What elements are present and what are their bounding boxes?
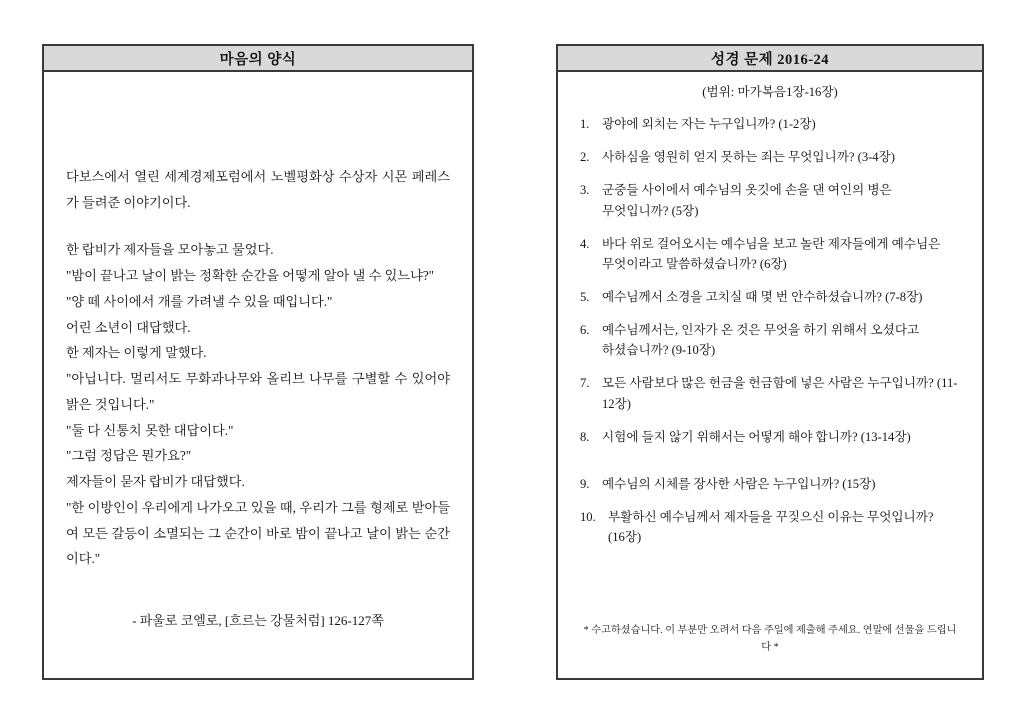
- question-number: 1.: [580, 117, 590, 132]
- left-line-5: 한 제자는 이렇게 말했다.: [66, 345, 207, 361]
- question-text: 부활하신 예수님께서 제자들을 꾸짖으신 이유는 무엇입니까? (16장): [608, 509, 934, 545]
- question-spacer: [580, 460, 960, 474]
- list-item: [580, 427, 960, 447]
- question-text: 광야에 외치는 자는 누구입니까? (1-2장): [602, 117, 816, 132]
- question-text: 군중들 사이에서 예수님의 옷깃에 손을 댄 여인의 병은 무엇입니까? (5장): [602, 183, 892, 218]
- question-number: 9.: [580, 476, 590, 491]
- left-line-9: 제자들이 묻자 랍비가 대답했다.: [66, 474, 245, 490]
- question-list: [580, 114, 960, 547]
- list-item: [580, 474, 960, 494]
- right-panel: [556, 44, 984, 680]
- left-panel-title: 마음의 양식: [44, 46, 472, 72]
- submission-note: * 수고하셨습니다. 이 부분만 오려서 다음 주일에 제출해 주세요. 연말에 선물을 드립니다 *: [583, 625, 957, 653]
- question-text: 사하심을 영원히 얻지 못하는 죄는 무엇입니까? (3-4장): [602, 150, 895, 165]
- list-item: [580, 114, 960, 134]
- question-text: 바다 위로 걸어오시는 예수님을 보고 놀란 제자들에게 예수님은 무엇이라고 말씀하셨습니까? (6장): [602, 236, 941, 271]
- left-line-3: "양 떼 사이에서 개를 가려낼 수 있을 때입니다.": [66, 293, 333, 309]
- question-number: 8.: [580, 429, 590, 444]
- question-text: 예수님께서 소경을 고치실 때 몇 번 안수하셨습니까? (7-8장): [602, 289, 923, 304]
- question-number: 6.: [580, 323, 590, 338]
- list-item: [580, 320, 960, 360]
- left-panel-body: [44, 72, 472, 678]
- question-number: 4.: [580, 236, 590, 251]
- question-number: 3.: [580, 183, 590, 198]
- list-item: [580, 234, 960, 274]
- list-item: [580, 287, 960, 307]
- list-item: [580, 180, 960, 220]
- paragraph-spacer: [66, 215, 450, 237]
- question-number: 10.: [580, 509, 596, 524]
- question-text: 예수님의 시체를 장사한 사람은 누구입니까? (15장): [602, 476, 876, 491]
- left-line-6: "아닙니다. 멀리서도 무화과나무와 올리브 나무를 구별할 수 있어야 밝은 것입니다.": [66, 371, 450, 412]
- list-item: [580, 373, 960, 413]
- right-panel-title: 성경 문제 2016-24: [558, 46, 982, 72]
- left-line-8: "그럼 정답은 뭔가요?": [66, 448, 192, 464]
- left-line-2: "밤이 끝나고 날이 밝는 정확한 순간을 어떻게 알아 낼 수 있느냐?": [66, 268, 435, 284]
- left-line-4: 어린 소년이 대답했다.: [66, 319, 191, 335]
- question-number: 5.: [580, 289, 590, 304]
- question-text: 예수님께서는, 인자가 온 것은 무엇을 하기 위해서 오셨다고 하셨습니까? (9-10장): [602, 323, 920, 358]
- question-text: 시험에 들지 않기 위해서는 어떻게 해야 합니까? (13-14장): [602, 429, 911, 444]
- left-paragraph-intro: 다보스에서 열린 세계경제포럼에서 노벨평화상 수상자 시몬 페레스가 들려준 이야기이다.: [66, 169, 450, 210]
- list-item: [580, 507, 960, 547]
- question-number: 7.: [580, 376, 590, 391]
- left-line-1: 한 랍비가 제자들을 모아놓고 물었다.: [66, 242, 274, 258]
- question-number: 2.: [580, 150, 590, 165]
- left-panel: [42, 44, 474, 680]
- right-panel-body: [558, 72, 982, 678]
- left-line-10: "한 이방인이 우리에게 나가오고 있을 때, 우리가 그를 형제로 받아들여 모든 갈등이 소멸되는 그 순간이 바로 밤이 끝나고 날이 밝는 순간이다.": [66, 499, 450, 567]
- question-text: 모든 사람보다 많은 헌금을 헌금함에 넣은 사람은 누구입니까? (11-12장): [602, 376, 958, 411]
- left-line-7: "둘 다 신통치 못한 대답이다.": [66, 422, 234, 438]
- left-attribution: - 파울로 코엘로, [흐르는 강물처럼] 126-127쪽: [132, 613, 384, 629]
- question-scope: (범위: 마가복음1장-16장): [702, 85, 838, 99]
- list-item: [580, 147, 960, 167]
